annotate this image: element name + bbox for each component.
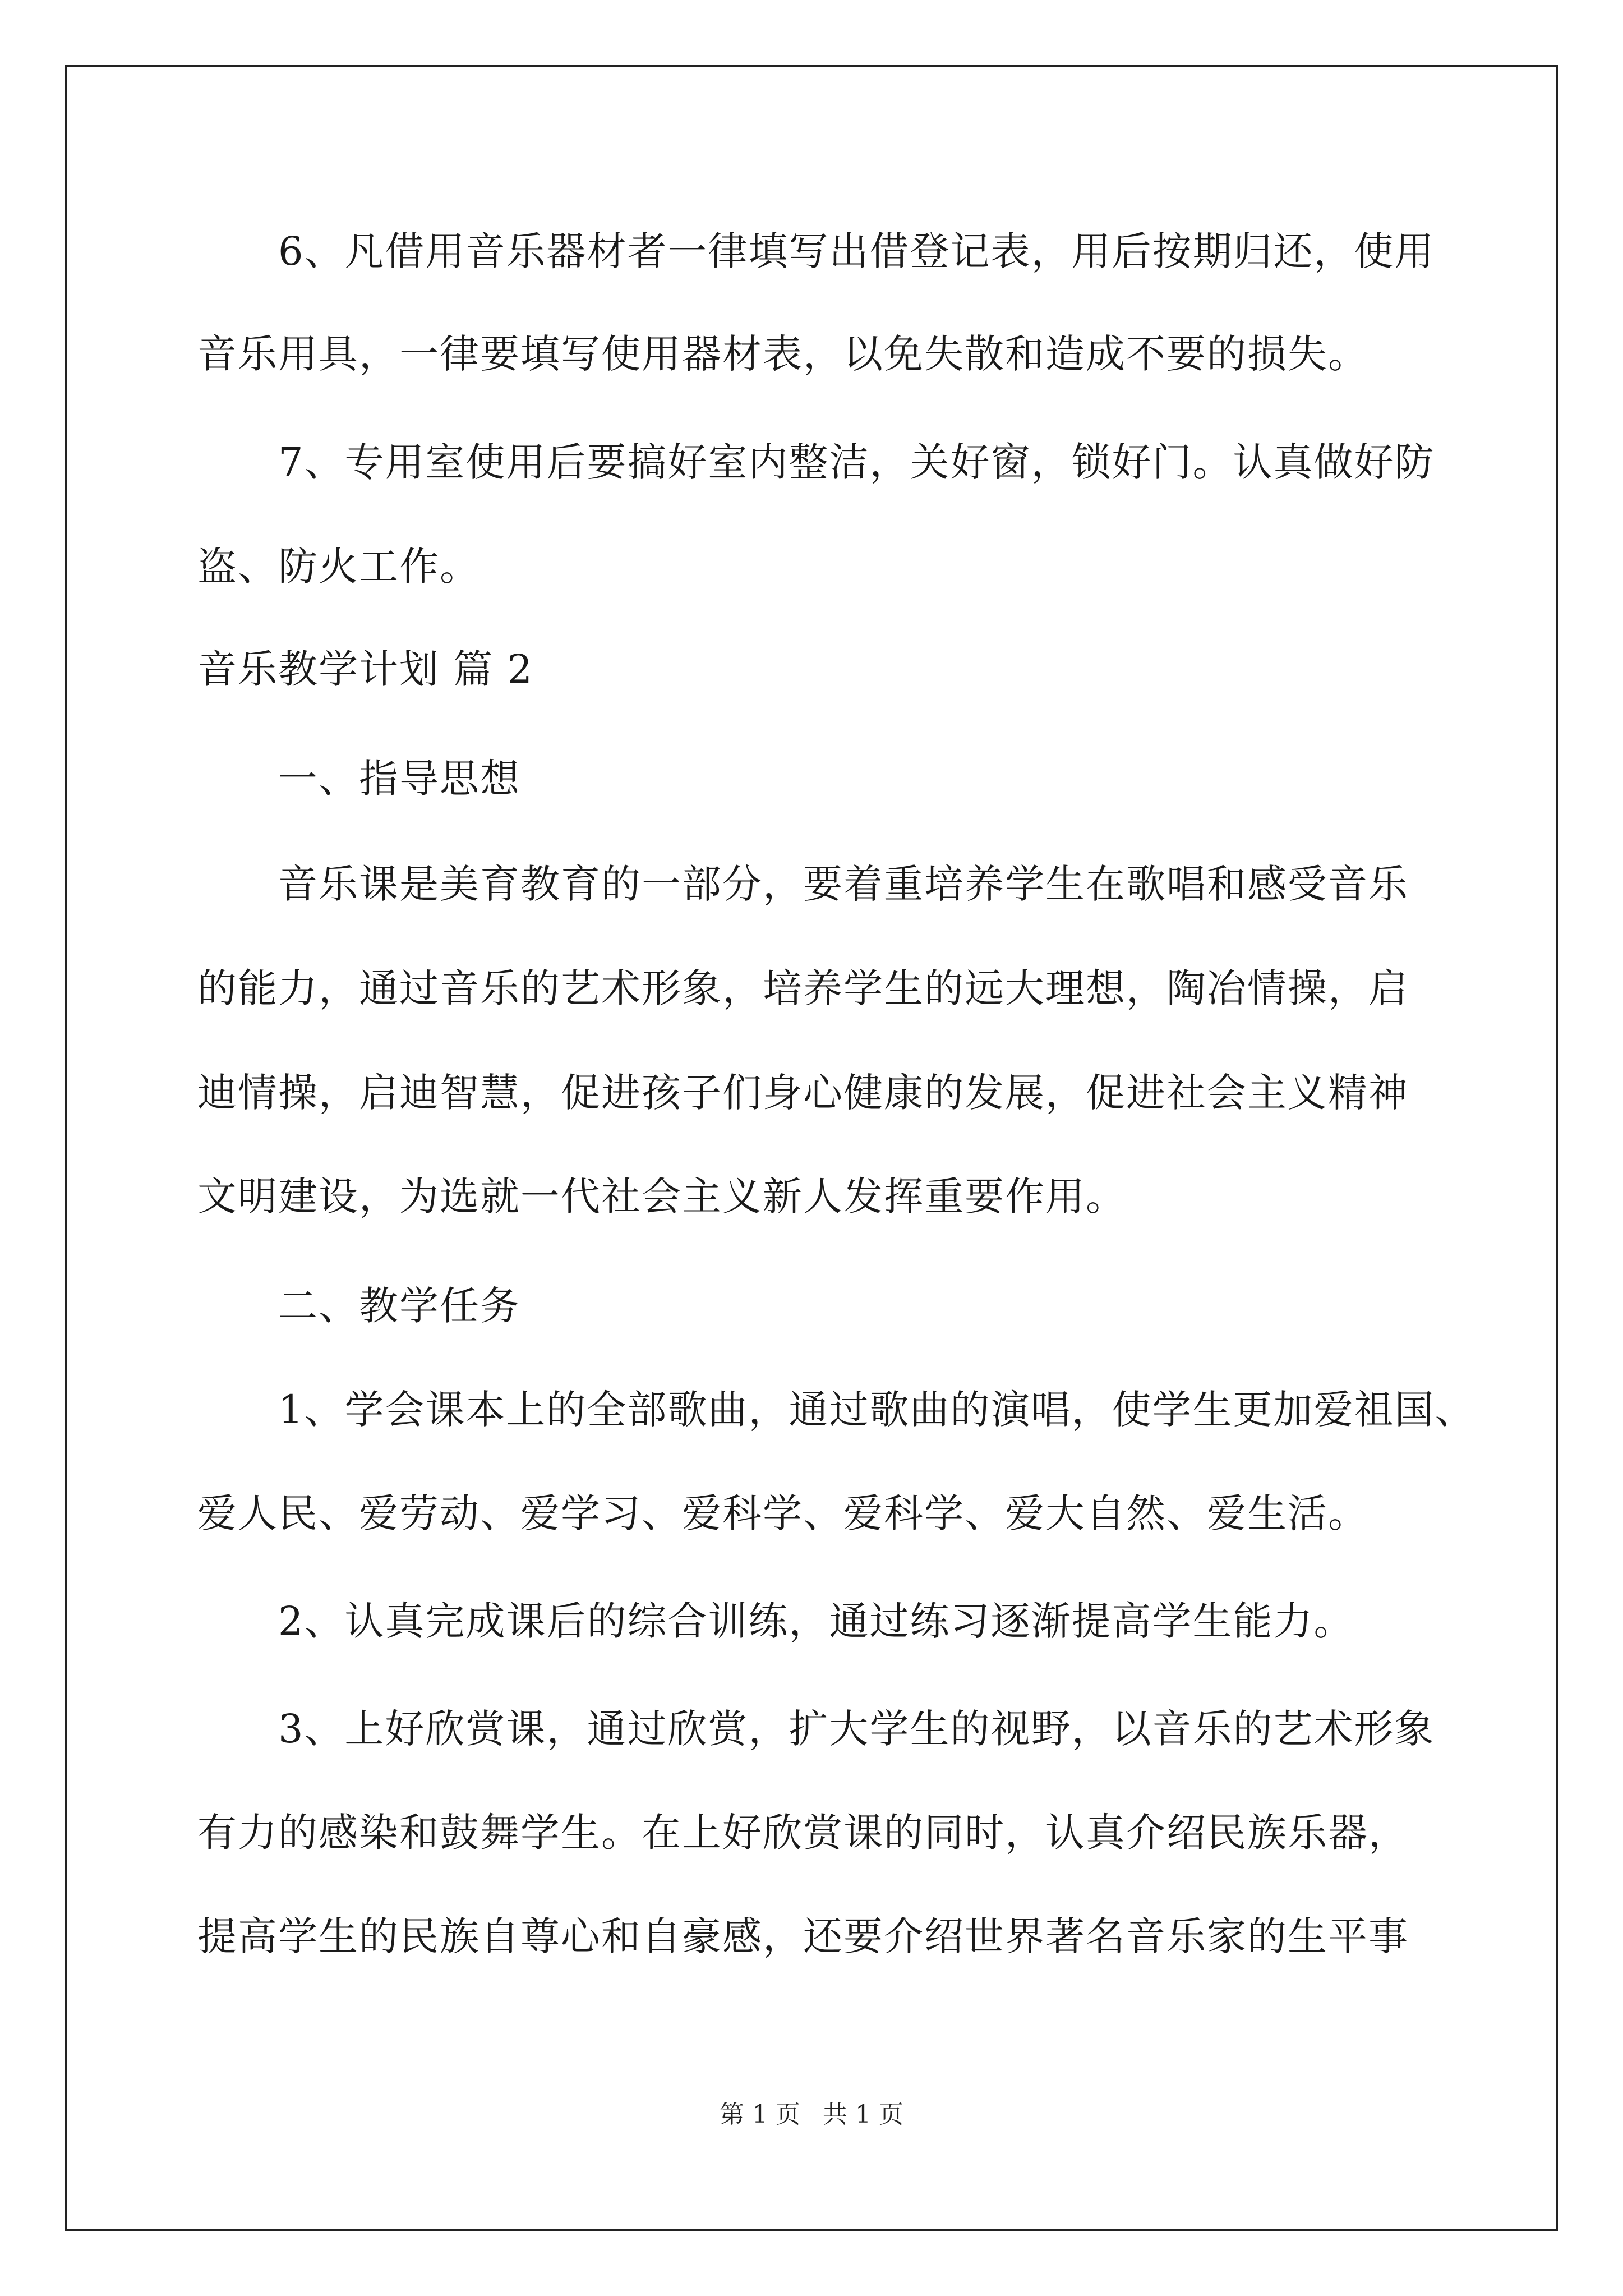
paragraph-line: 文明建设，为选就一代社会主义新人发挥重要作用。 — [197, 1174, 1126, 1220]
page-footer — [0, 2098, 1623, 2132]
page-border — [65, 65, 1558, 2231]
paragraph-line: 音乐用具，一律要填写使用器材表，以免失散和造成不要的损失。 — [197, 331, 1368, 377]
paragraph-line: 爱人民、爱劳动、爱学习、爱科学、爱科学、爱大自然、爱生活。 — [197, 1490, 1368, 1536]
paragraph-line: 的能力，通过音乐的艺术形象，培养学生的远大理想，陶冶情操，启 — [197, 965, 1409, 1011]
page-number: 第 1 页 — [720, 2100, 800, 2129]
paragraph-line: 2、认真完成课后的综合训练，通过练习逐渐提高学生能力。 — [278, 1598, 1354, 1644]
section-heading: 音乐教学计划 篇 2 — [197, 646, 534, 692]
paragraph-line: 有力的感染和鼓舞学生。在上好欣赏课的同时，认真介绍民族乐器， — [197, 1810, 1409, 1856]
paragraph-line: 1、学会课本上的全部歌曲，通过歌曲的演唱，使学生更加爱祖国、 — [278, 1387, 1476, 1433]
subheading: 二、教学任务 — [278, 1283, 520, 1329]
paragraph-line: 提高学生的民族自尊心和自豪感，还要介绍世界著名音乐家的生平事 — [197, 1913, 1409, 1959]
paragraph-line: 音乐课是美育教育的一部分，要着重培养学生在歌唱和感受音乐 — [278, 861, 1409, 907]
subheading: 一、指导思想 — [278, 756, 520, 802]
paragraph-line: 7、专用室使用后要搞好室内整洁，关好窗，锁好门。认真做好防 — [278, 439, 1435, 485]
paragraph-line: 迪情操，启迪智慧，促进孩子们身心健康的发展，促进社会主义精神 — [197, 1070, 1409, 1116]
paragraph-line: 盗、防火工作。 — [197, 544, 480, 590]
page-total: 共 1 页 — [823, 2100, 903, 2129]
paragraph-line: 6、凡借用音乐器材者一律填写出借登记表，用后按期归还，使用 — [278, 228, 1435, 274]
paragraph-line: 3、上好欣赏课，通过欣赏，扩大学生的视野，以音乐的艺术形象 — [278, 1706, 1435, 1752]
